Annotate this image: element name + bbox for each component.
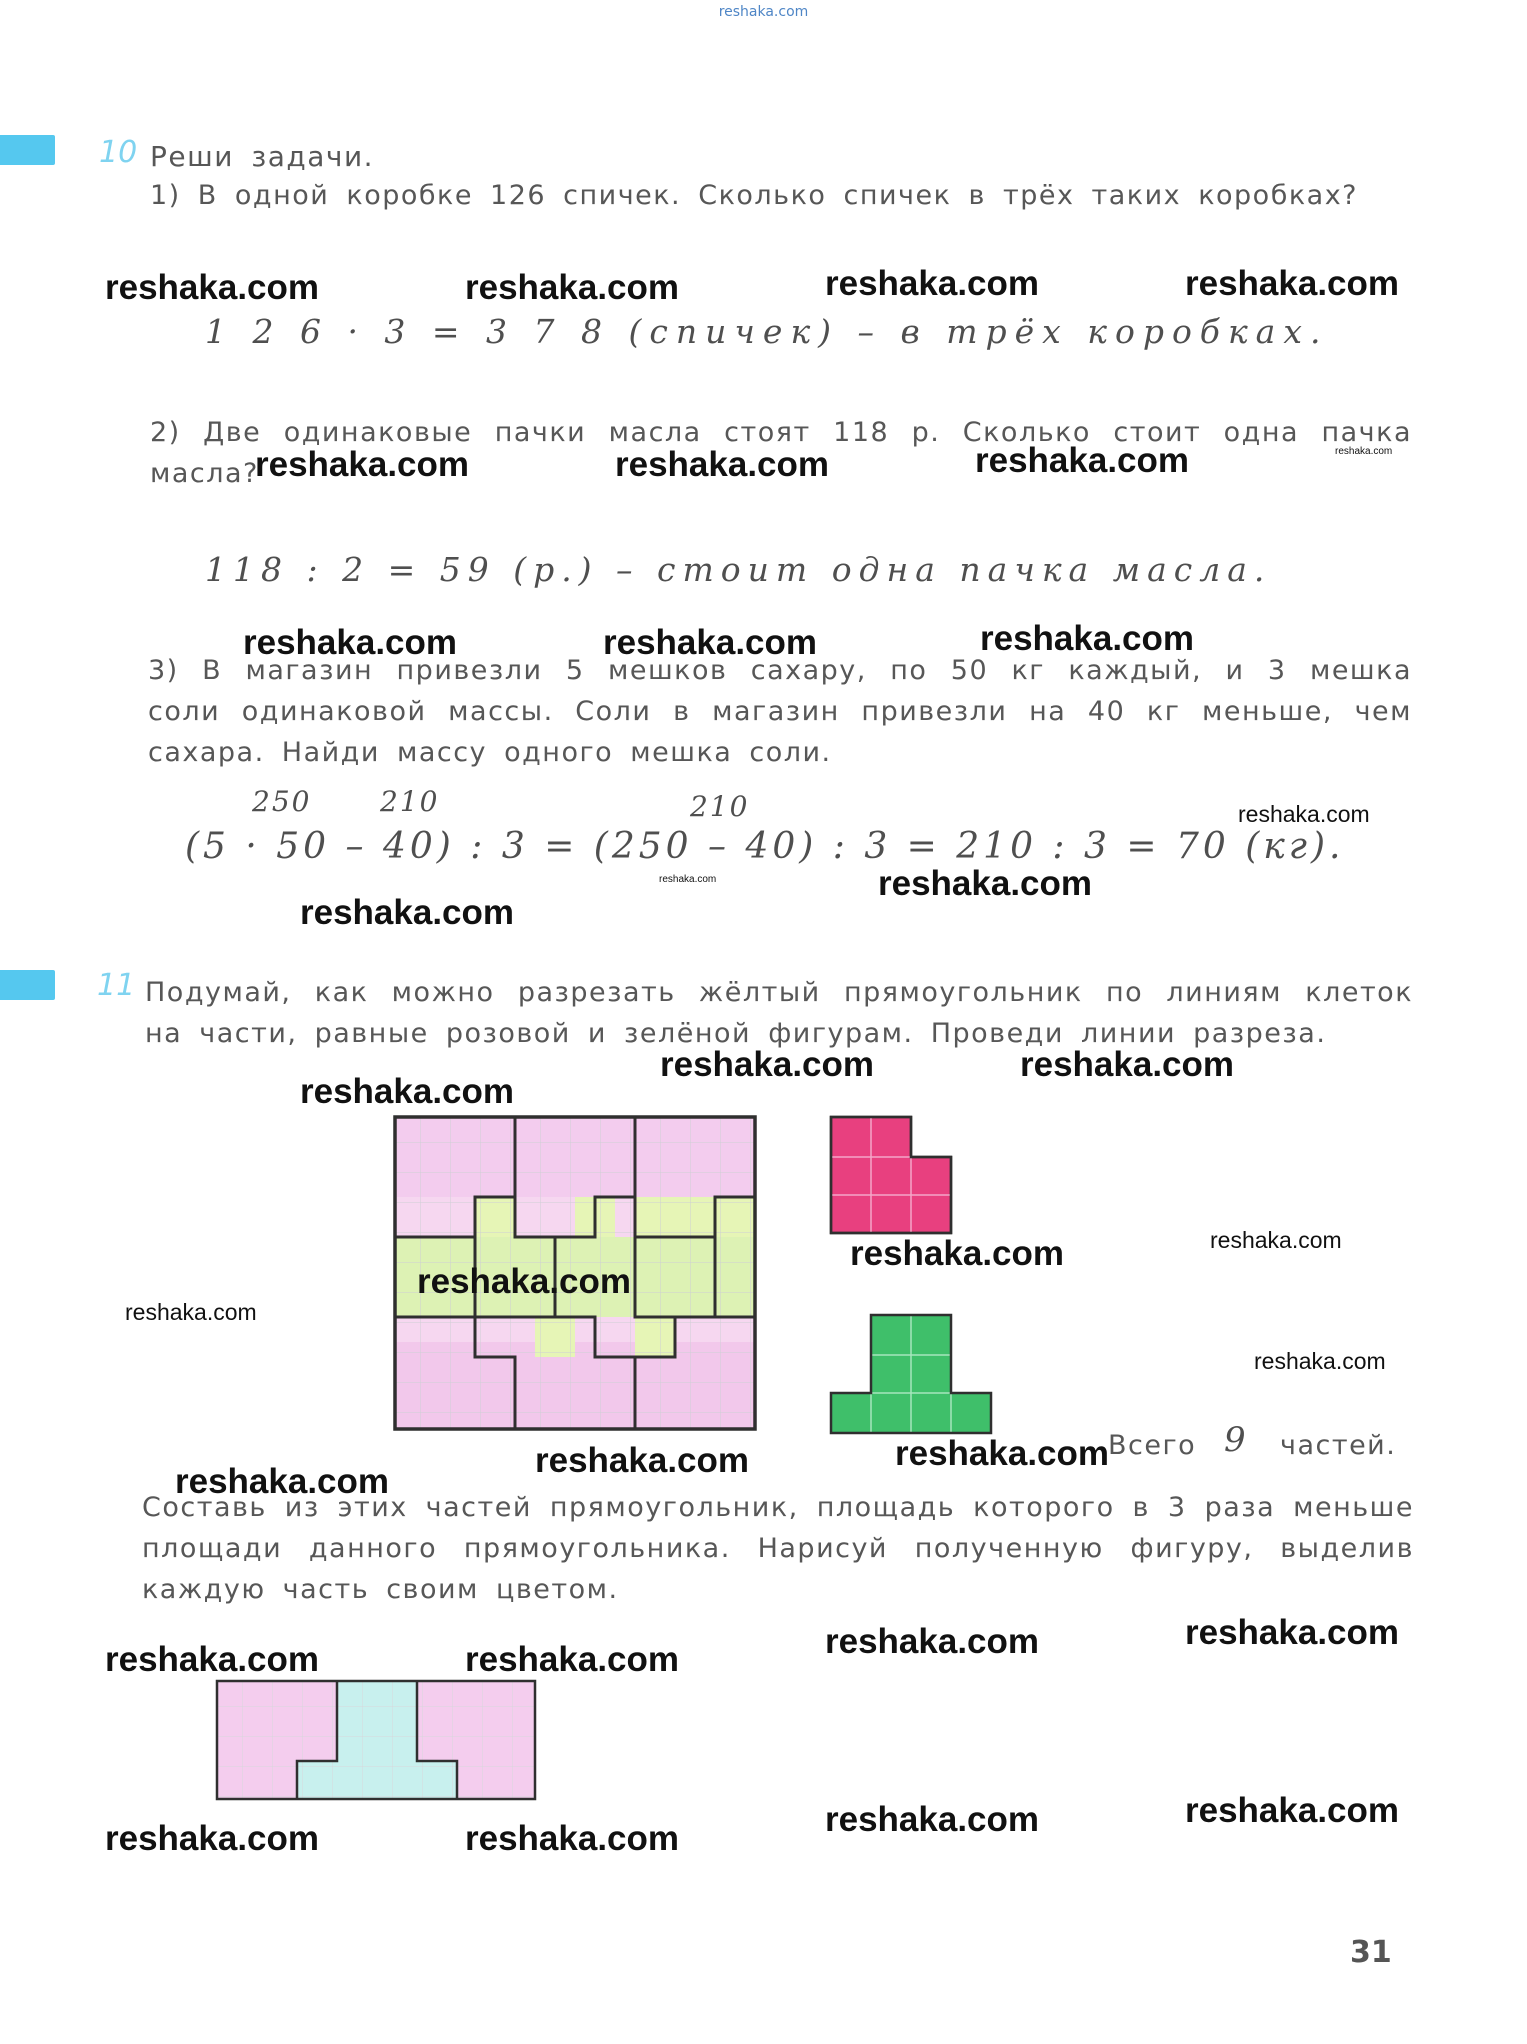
task-number-11: 11 [97, 968, 136, 1003]
watermark[interactable]: reshaka.com [417, 1262, 632, 1301]
watermark[interactable]: reshaka.com [659, 874, 717, 885]
watermark[interactable]: reshaka.com [825, 1800, 1040, 1839]
watermark[interactable]: reshaka.com [465, 1819, 680, 1858]
problem-2-answer: 118 : 2 = 59 (р.) – стоит одна пачка масла. [205, 550, 1272, 589]
task-11-text: Подумай, как можно разрезать жёлтый прямоугольник по линиям клеток на части, равные розовой и зелёной фигурам. Проведи линии разреза. [145, 977, 1413, 1049]
pink-piece [826, 1112, 956, 1238]
task-marker-11 [0, 970, 55, 1000]
watermark[interactable]: reshaka.com [1185, 264, 1400, 303]
watermark[interactable]: reshaka.com [465, 268, 680, 307]
watermark[interactable]: reshaka.com [850, 1234, 1065, 1273]
watermark[interactable]: reshaka.com [300, 893, 515, 932]
watermark[interactable]: reshaka.com [1210, 1227, 1342, 1253]
total-value: 9 [1224, 1420, 1251, 1460]
watermark[interactable]: reshaka.com [105, 1819, 320, 1858]
problem-1-question: 1) В одной коробке 126 спичек. Сколько спичек в трёх таких коробках? [150, 180, 1359, 211]
watermark[interactable]: reshaka.com [895, 1434, 1110, 1473]
watermark[interactable]: reshaka.com [175, 1462, 390, 1501]
watermark[interactable]: reshaka.com [825, 264, 1040, 303]
problem-3-note-210-second: 210 [690, 790, 750, 823]
watermark[interactable]: reshaka.com [105, 1640, 320, 1679]
problem-3-answer: (5 · 50 – 40) : 3 = (250 – 40) : 3 = 210 : 3 = 70 (кг). [185, 826, 1345, 867]
watermark[interactable]: reshaka.com [465, 1640, 680, 1679]
watermark[interactable]: reshaka.com [1238, 801, 1370, 827]
watermark[interactable]: reshaka.com [1185, 1613, 1400, 1652]
problem-3-note-250: 250 [252, 785, 312, 818]
watermark[interactable]: reshaka.com [300, 1072, 515, 1111]
page-number: 31 [1350, 1935, 1392, 1970]
problem-3-note-210: 210 [380, 785, 440, 818]
watermark[interactable]: reshaka.com [125, 1299, 257, 1325]
watermark[interactable]: reshaka.com [1254, 1348, 1386, 1374]
watermark[interactable]: reshaka.com [660, 1045, 875, 1084]
site-header[interactable]: reshaka.com [718, 4, 809, 20]
task-10-title: Реши задачи. [150, 140, 375, 173]
total-suffix: частей. [1280, 1430, 1397, 1461]
watermark[interactable]: reshaka.com [980, 619, 1195, 658]
task-11-compose: Составь из этих частей прямоугольник, площадь которого в 3 раза меньше площади данного прямоугольника. Нарисуй полученную фигуру, выделив каждую часть своим цветом. [142, 1492, 1414, 1605]
watermark[interactable]: reshaka.com [105, 268, 320, 307]
watermark[interactable]: reshaka.com [1335, 446, 1393, 457]
watermark[interactable]: reshaka.com [975, 441, 1190, 480]
watermark[interactable]: reshaka.com [615, 445, 830, 484]
problem-3-question: 3) В магазин привезли 5 мешков сахару, по 50 кг каждый, и 3 мешка соли одинаковой массы. Соли в магазин привезли на 40 кг меньше, чем сахара. Найди массу одного мешка соли. [148, 655, 1412, 768]
total-prefix: Всего [1108, 1430, 1197, 1461]
problem-1-answer: 1 2 6 · 3 = 3 7 8 (спичек) – в трёх коробках. [205, 312, 1329, 351]
watermark[interactable]: reshaka.com [825, 1622, 1040, 1661]
watermark[interactable]: reshaka.com [1020, 1045, 1235, 1084]
watermark[interactable]: reshaka.com [243, 623, 458, 662]
watermark[interactable]: reshaka.com [535, 1441, 750, 1480]
watermark[interactable]: reshaka.com [255, 445, 470, 484]
composed-rectangle [212, 1676, 540, 1804]
watermark[interactable]: reshaka.com [603, 623, 818, 662]
watermark[interactable]: reshaka.com [878, 864, 1093, 903]
task-number-10: 10 [99, 135, 138, 170]
watermark[interactable]: reshaka.com [1185, 1791, 1400, 1830]
green-piece [826, 1310, 998, 1438]
problem-2-question: 2) Две одинаковые пачки масла стоят 118 р. Сколько стоит одна пачка масла? [150, 417, 1412, 489]
task-marker-10 [0, 135, 55, 165]
